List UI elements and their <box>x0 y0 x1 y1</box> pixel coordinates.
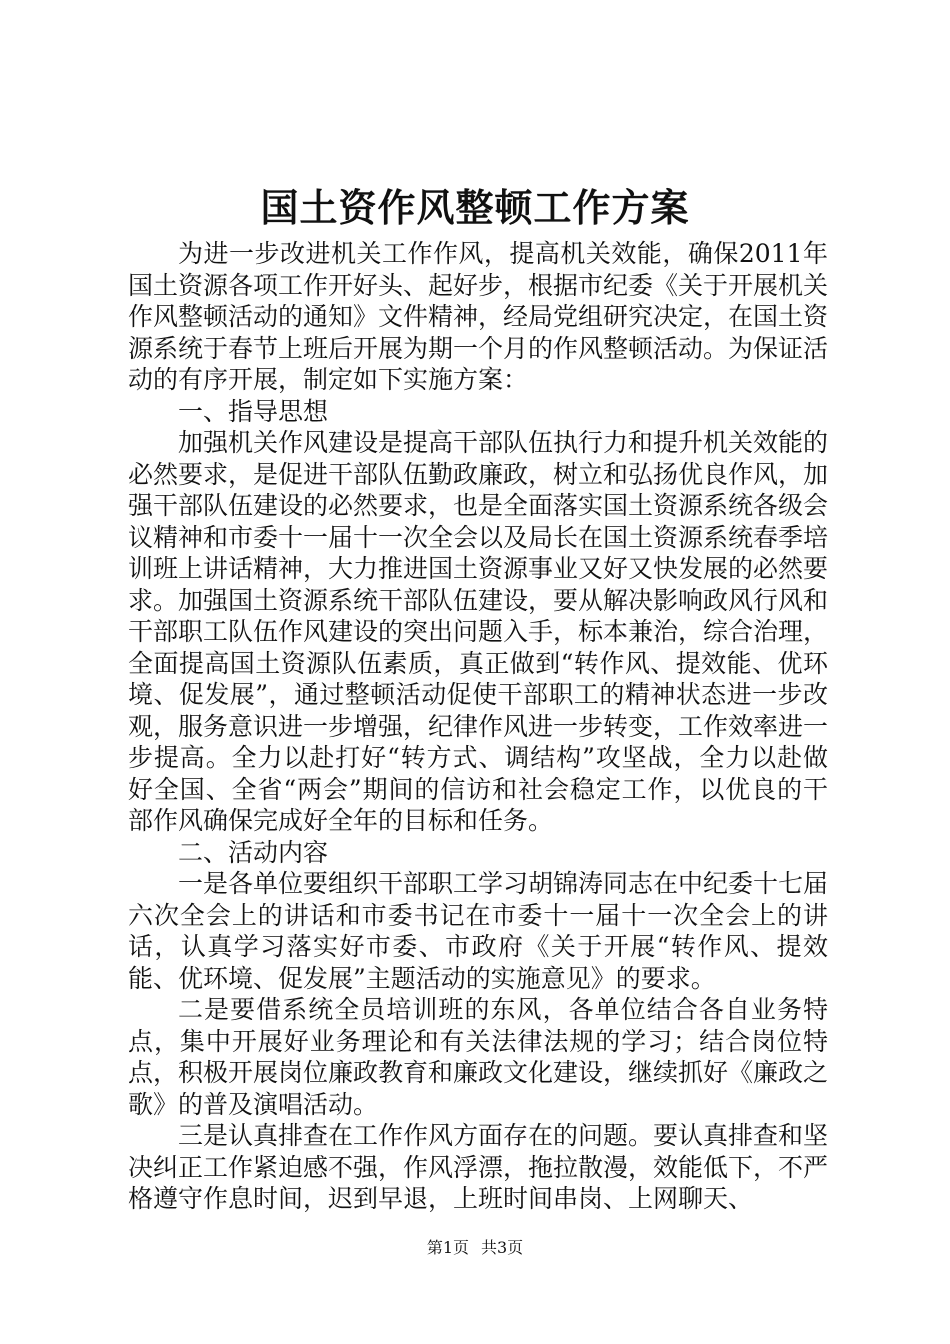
document-body <box>128 238 828 1215</box>
page-number-total: 共3页 <box>481 1238 524 1257</box>
document-title: 国土资作风整顿工作方案 <box>260 185 690 230</box>
activity-item-three: 三是认真排查在工作作风方面存在的问题。要认真排查和坚决纠正工作紧迫感不强，作风浮漂，拖拉散漫，效能低下，不严格遵守作息时间，迟到早退，上班时间串岗、上网聊天、 <box>128 1121 829 1213</box>
activity-item-two: 二是要借系统全员培训班的东风，各单位结合各自业务特点，集中开展好业务理论和有关法律法规的学习；结合岗位特点，积极开展岗位廉政教育和廉政文化建设，继续抓好《廉政之歌》的普及演唱活动。 <box>128 995 829 1119</box>
activity-item-one: 一是各单位要组织干部职工学习胡锦涛同志在中纪委十七届六次全会上的讲话和市委书记在市委十一届十一次全会上的讲话，认真学习落实好市委、市政府《关于开展“转作风、提效能、优环境、促发展”主题活动的实施意见》的要求。 <box>128 869 829 993</box>
section-heading-guiding-ideology: 一、指导思想 <box>178 396 329 426</box>
intro-paragraph: 为进一步改进机关工作作风，提高机关效能，确保2011年国土资源各项工作开好头、起好步，根据市纪委《关于开展机关作风整顿活动的通知》文件精神，经局党组研究决定，在国土资源系统于春节上班后开展为期一个月的作风整顿活动。为保证活动的有序开展，制定如下实施方案： <box>128 239 829 394</box>
page-footer <box>0 1236 950 1260</box>
section-heading-activity-content: 二、活动内容 <box>178 837 329 867</box>
page-number-current: 第1页 <box>426 1238 469 1257</box>
guiding-ideology-paragraph: 加强机关作风建设是提高干部队伍执行力和提升机关效能的必然要求，是促进干部队伍勤政廉政，树立和弘扬优良作风，加强干部队伍建设的必然要求，也是全面落实国土资源系统各级会议精神和市委十一届十一次全会以及局长在国土资源系统春季培训班上讲话精神，大力推进国土资源事业又好又快发展的必然要求。加强国土资源系统干部队伍建设，要从解决影响政风行风和干部职工队伍作风建设的突出问题入手，标本兼治，综合治理，全面提高国土资源队伍素质，真正做到“转作风、提效能、优环境、促发展”，通过整顿活动促使干部职工的精神状态进一步改观，服务意识进一步增强，纪律作风进一步转变，工作效率进一步提高。全力以赴打好“转方式、调结构”攻坚战，全力以赴做好全国、全省“两会”期间的信访和社会稳定工作，以优良的干部作风确保完成好全年的目标和任务。 <box>128 428 829 835</box>
